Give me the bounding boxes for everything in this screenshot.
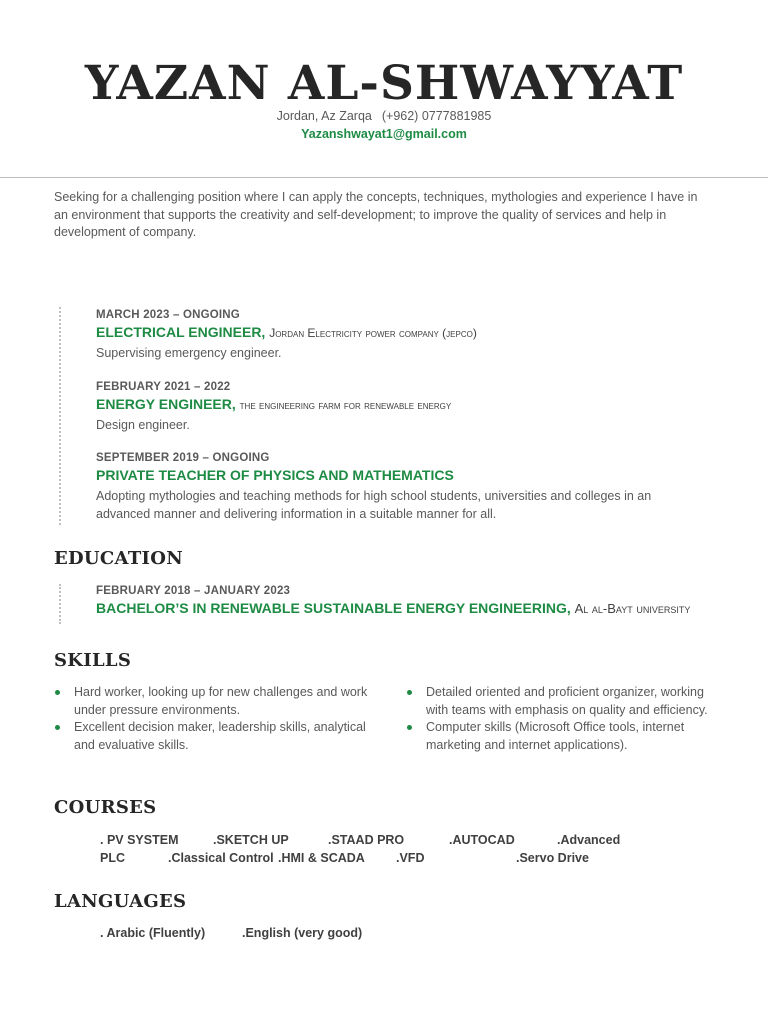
job-title: PRIVATE TEACHER OF PHYSICS AND MATHEMATICS [96,467,454,483]
education-date: FEBRUARY 2018 – JANUARY 2023 [96,585,291,597]
course-item: .SKETCH UP [213,833,289,847]
education-title [96,600,696,616]
course-item: .Classical Control [168,851,274,865]
experience-description: Supervising emergency engineer. [96,346,282,360]
experience-item [96,452,676,523]
phone: (+962) 0777881985 [381,109,492,123]
objective-text: Seeking for a challenging position where I can apply the concepts, techniques, mythologies and experience I have in an environment that supports the creativity and self-development; to improve the quality of services and help in development of company. [54,190,698,239]
course-item: .Servo Drive [516,851,589,865]
degree-name: BACHELOR’S IN RENEWABLE SUSTAINABLE ENERGY ENGINEERING, [96,600,571,616]
course-item: .STAAD PRO [328,833,405,847]
company-name: the engineering farm for renewable energy [239,398,452,412]
school-name: Al al-Bayt university [574,601,691,616]
courses-heading: COURSES [54,797,157,818]
candidate-name: YAZAN AL-SHWAYYAT [84,56,684,111]
company-name: Jordan Electricity power company (jepco) [269,326,477,340]
education-heading: EDUCATION [54,548,183,569]
education-timeline-line [59,584,61,624]
course-item: .Advanced [557,833,621,847]
skills-list-right [404,684,724,754]
skill-item: Hard worker, looking up for new challenges and work under pressure environments. [52,684,382,719]
language-item: . Arabic (Fluently) [100,926,206,940]
skills-heading: SKILLS [54,650,132,671]
course-item: .VFD [396,851,425,865]
skill-item: Computer skills (Microsoft Office tools, internet marketing and internet applications). [404,719,724,754]
course-item: . PV SYSTEM [100,833,179,847]
language-item: .English (very good) [242,926,363,940]
experience-item [96,309,696,362]
experience-timeline-line [59,307,61,525]
experience-item [96,381,696,434]
experience-title [96,467,676,483]
contact-line [0,109,768,123]
skills-list-left [52,684,382,754]
job-title: ENERGY ENGINEER, [96,396,236,412]
experience-description: Design engineer. [96,418,190,432]
location: Jordan, Az Zarqa [276,109,372,123]
skill-item: Detailed oriented and proficient organizer, working with teams with emphasis on quality and efficiency. [404,684,724,719]
course-item: .AUTOCAD [449,833,515,847]
languages-heading: LANGUAGES [54,891,187,912]
job-title: ELECTRICAL ENGINEER, [96,324,266,340]
education-item [96,585,696,616]
header-divider [0,177,768,178]
experience-title [96,396,696,412]
email-link[interactable]: Yazanshwayat1@gmail.com [301,127,467,141]
course-item: PLC [100,851,125,865]
experience-date: FEBRUARY 2021 – 2022 [96,381,231,393]
experience-description: Adopting mythologies and teaching methods for high school students, universities and colleges in an advanced manner and delivering information in a suitable manner for all. [96,489,652,521]
experience-date: MARCH 2023 – ONGOING [96,309,240,321]
course-item: .HMI & SCADA [278,851,365,865]
skill-item: Excellent decision maker, leadership skills, analytical and evaluative skills. [52,719,382,754]
experience-date: SEPTEMBER 2019 – ONGOING [96,452,270,464]
experience-title [96,324,696,340]
